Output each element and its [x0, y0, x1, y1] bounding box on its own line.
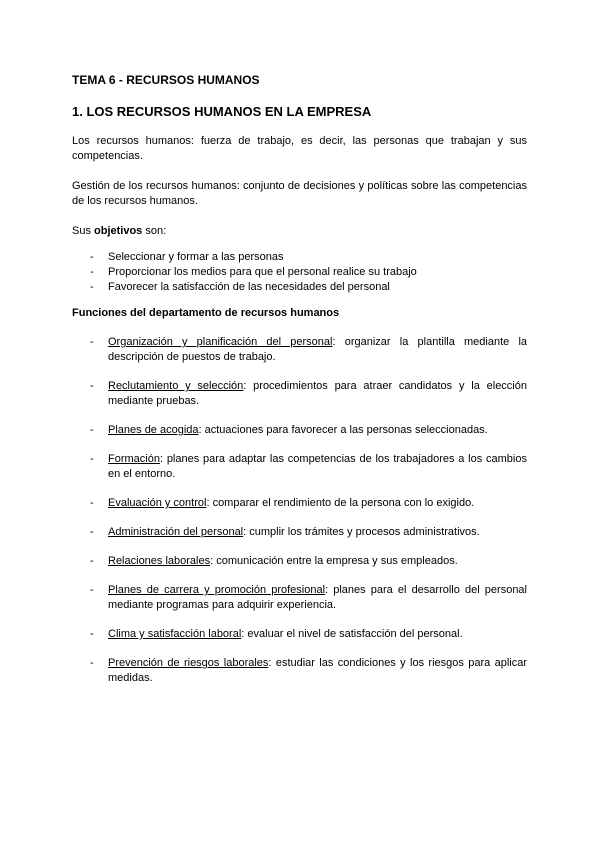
list-item [90, 452, 527, 482]
bullet-dash: - [90, 453, 94, 465]
list-item [90, 554, 527, 569]
function-description: : procedimientos para atraer candidatos y la elección mediante pruebas. [108, 380, 527, 407]
function-description: : evaluar el nivel de satisfacción del personal. [241, 628, 463, 640]
bullet-dash: - [90, 628, 94, 640]
bullet-dash: - [90, 584, 94, 596]
objectives-intro-before: Sus [72, 225, 95, 237]
list-item [90, 656, 527, 686]
function-description: : comparar el rendimiento de la persona con lo exigido. [206, 497, 475, 509]
function-description: : estudiar las condiciones y los riesgos para aplicar medidas. [108, 657, 527, 684]
bullet-dash: - [90, 657, 94, 669]
management-paragraph: Gestión de los recursos humanos: conjunto de decisiones y políticas sobre las competencias de los recursos humanos. [72, 180, 527, 207]
bullet-dash: - [90, 281, 94, 293]
list-item [90, 525, 527, 540]
topic-title: TEMA 6 - RECURSOS HUMANOS [72, 73, 260, 87]
function-term: Formación [108, 453, 160, 465]
functions-list [72, 335, 527, 686]
definition-paragraph: Los recursos humanos: fuerza de trabajo, es decir, las personas que trabajan y sus competencias. [72, 135, 527, 162]
bullet-dash: - [90, 526, 94, 538]
objective-text: Proporcionar los medios para que el personal realice su trabajo [108, 266, 417, 278]
objective-text: Seleccionar y formar a las personas [108, 251, 284, 263]
list-item [90, 423, 527, 438]
list-item [90, 280, 527, 295]
function-term: Planes de acogida [108, 424, 199, 436]
objectives-intro [72, 224, 527, 239]
bullet-dash: - [90, 380, 94, 392]
section-title: 1. LOS RECURSOS HUMANOS EN LA EMPRESA [72, 104, 372, 119]
function-description: : organizar la plantilla mediante la descripción de puestos de trabajo. [108, 336, 528, 363]
bullet-dash: - [90, 336, 94, 348]
list-item [90, 265, 527, 280]
function-term: Reclutamiento y selección [108, 380, 244, 392]
bullet-dash: - [90, 424, 94, 436]
bullet-dash: - [90, 251, 94, 263]
bullet-dash: - [90, 555, 94, 567]
list-item [90, 335, 527, 365]
function-term: Prevención de riesgos laborales [108, 657, 269, 669]
list-item [90, 627, 527, 642]
function-term: Evaluación y control [108, 497, 207, 509]
function-description: : comunicación entre la empresa y sus empleados. [210, 555, 458, 567]
document-body [72, 72, 527, 700]
list-item [90, 250, 527, 265]
list-item [90, 496, 527, 511]
function-term: Clima y satisfacción laboral [108, 628, 242, 640]
list-item [90, 379, 527, 409]
function-description: : planes para el desarrollo del personal mediante programas para adquirir experiencia. [108, 584, 527, 611]
objectives-intro-after: son: [142, 225, 167, 237]
bullet-dash: - [90, 266, 94, 278]
function-description: : cumplir los trámites y procesos administrativos. [243, 526, 480, 538]
objective-text: Favorecer la satisfacción de las necesidades del personal [108, 281, 390, 293]
functions-title: Funciones del departamento de recursos humanos [72, 307, 340, 319]
bullet-dash: - [90, 497, 94, 509]
objectives-list [72, 250, 527, 295]
function-description: : planes para adaptar las competencias de los trabajadores a los cambios en el entorno. [108, 453, 527, 480]
function-term: Planes de carrera y promoción profesional [108, 584, 326, 596]
function-term: Administración del personal [108, 526, 244, 538]
function-term: Organización y planificación del personal [108, 336, 333, 348]
objectives-keyword: objetivos [94, 225, 143, 237]
function-term: Relaciones laborales [108, 555, 211, 567]
list-item [90, 583, 527, 613]
function-description: : actuaciones para favorecer a las personas seleccionadas. [198, 424, 488, 436]
